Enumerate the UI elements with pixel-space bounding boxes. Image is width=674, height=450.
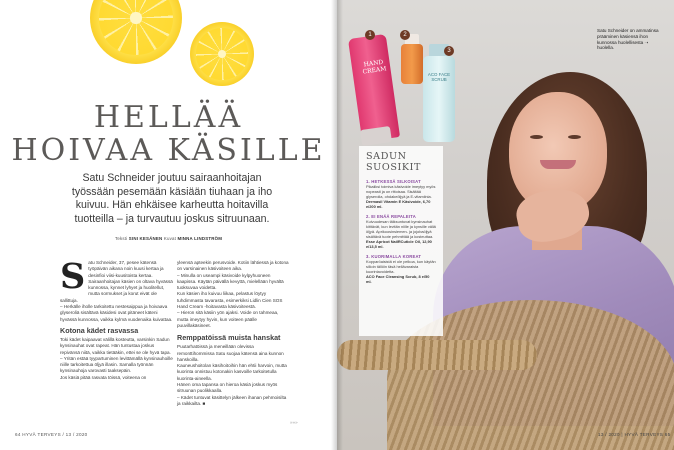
page-folio: 64 HYVÄ TERVEYS / 13 / 2020 bbox=[15, 432, 88, 437]
tip-heading: 1. HETKESSÄ SILKOISAT bbox=[366, 179, 421, 185]
hand-cream-label: HAND CREAM bbox=[362, 58, 387, 76]
byline bbox=[0, 236, 337, 241]
product-tip bbox=[366, 179, 436, 209]
headline: HELLÄÄ bbox=[93, 100, 244, 135]
tip-body: Kuivuudesan täiksuntuvat kynsinauhat kiittävät, kun levitän niille ja kynsille väliä öljyä. Aprikoosinsiemen- ja jojobaöljyä sisältävä tuote pehmittää ja kosteuttaa. bbox=[366, 219, 436, 240]
portrait-eye bbox=[530, 135, 543, 139]
body-paragraph: – Herkälle iholle tarkoitettu nestesaippua ja hoivaava glyseroliä sisältävä käsidesi ovat pitäneet käteni hyvässä kunnossa, vaikka kylmä vuodenaika kuivattaa. bbox=[60, 304, 173, 322]
body-paragraph: yleensä apteekin perusvoide. Kotiin lähtiessä ja kotona on varsinainen käsivoiteen aika. bbox=[177, 260, 289, 272]
lemon-slice-image bbox=[90, 0, 182, 64]
product-tip bbox=[366, 254, 436, 284]
cuticle-oil-bottle-image bbox=[401, 44, 423, 84]
portrait-smile bbox=[540, 160, 576, 169]
tip-body: Pikaiiksi toimiva käsivoide imeytyy myös nopeasti ja on rittoisaa. Sisältää glyserolia, ohdakeöljyä ja E-vitamiinia. bbox=[366, 184, 436, 200]
photo-caption: Satu Schneider on ammatinsa prääminen käsiensä ihon kunnossa huolellisesta ➝ huolella. bbox=[597, 28, 659, 51]
tip-heading: 2. EI ENÄÄ REPALEITA bbox=[366, 214, 416, 220]
portrait-eye bbox=[568, 135, 581, 139]
byline-writer: SINI KESÄNEN bbox=[128, 236, 163, 241]
subheading: Kotona kädet rasvassa bbox=[60, 325, 139, 335]
body-paragraph: – Kädet tuntuvat käsittelyn jälkeen ihanan pehmoisilta ja raikkailta. ■ bbox=[177, 394, 287, 406]
panel-title-line: SADUN bbox=[366, 151, 407, 162]
panel-title-line: SUOSIKIT bbox=[366, 161, 422, 173]
body-column-1 bbox=[60, 256, 174, 381]
subheading: Remppatöissä muista hanskat bbox=[177, 333, 281, 343]
face-scrub-label: ACO FACE SCRUB bbox=[427, 72, 451, 83]
tip-product: ACO Face Cleansing Scrub, 8 e/50 ml. bbox=[366, 274, 430, 285]
tip-body: Kopparöaisistä ei ole pelkoa, kun käytän silloin tällöin täsä hellävaraista kuorintavoidetta. bbox=[366, 259, 436, 275]
tip-product: Dermasil Vitamin E Käsivoide, 6,70 e/200 ml. bbox=[366, 199, 431, 210]
page-gutter bbox=[331, 0, 343, 450]
body-paragraph: Hänen oma tapansa on hieroa käsiä joskus myös sitruunan puolikkaalla. bbox=[177, 382, 278, 394]
face-scrub-tube-image bbox=[423, 56, 455, 142]
product-tip bbox=[366, 214, 436, 249]
rattan-chair-arm bbox=[337, 340, 537, 370]
product-number-badge: 3 bbox=[444, 46, 454, 56]
body-paragraph: Puutarhatöissä ja meneillään olevissa remonttihommissa Satu suojaa kätensä aina kunnon hanskoilla. bbox=[177, 344, 284, 362]
tip-heading: 3. KUORIMALLA KOREAT bbox=[366, 254, 422, 260]
panel-title bbox=[366, 152, 436, 173]
byline-photo-label: Kuvat bbox=[163, 236, 177, 241]
body-paragraph: Toki kädet kaipaavat välillä kosteutta, varsinkin Sadun kynsinauhat ovat rapeat. Hän tuntustaa joskus repivänsä niitä, vaikka tietääkin, ettei se ole hyvä tapa. bbox=[60, 336, 171, 355]
jump-marker: »»» bbox=[290, 420, 298, 425]
hand-cream-cap bbox=[360, 126, 392, 146]
body-paragraph: – Minulla on useampi käsivoide kylpyhuoneen kaapissa. Käytän päivällä kevyttä, mielellään hyvältä tuoksuvaa voidetta. bbox=[177, 272, 284, 291]
hand-cream-tube-image bbox=[348, 34, 400, 142]
page-folio: 13 / 2020 | HYVÄ TERVEYS 65 bbox=[598, 432, 671, 437]
byline-photographer: MINNA LINDSTRÖM bbox=[177, 236, 223, 241]
byline-text-label: Teksti bbox=[114, 236, 128, 241]
drop-cap: S bbox=[60, 256, 86, 297]
product-number-badge: 1 bbox=[365, 30, 375, 40]
body-column-2 bbox=[177, 260, 291, 407]
body-paragraph: atu Schneider, 37, pesee kätensä työpäivän aikana noin kuusi kertaa ja desinfioi viisi-kuusitoista kertaa. Sairaanhoitajan käsien on oltava hyvässä kunnossa, kynnet lyhyet ja huolitellut, mutta sormukset ja korut eivät ole sallittuja. bbox=[60, 260, 173, 303]
body-paragraph: Jos käsiä pitää rasvata töissä, voiteena on bbox=[60, 374, 147, 380]
lemon-slice-image bbox=[190, 22, 254, 86]
body-paragraph: – Hieron sitä käsiin yön ajaksi. Voide on tahmeaa, mutta imeytyy hyvin, kun voiteen päälle puuvillakäsineet. bbox=[177, 310, 279, 328]
lead-paragraph: Satu Schneider joutuu sairaanhoitajan työssään pesemään käsiään tiuhaan ja iho kuivuu. Hän ehkäisee karheutta hoitavilla tuotteilla – ja turvautuu joskus sitruunaan. bbox=[71, 172, 273, 225]
body-paragraph: Kun käsien iho kuivuu liikaa, pelastus löytyy tuhdimmasta tavarasta, esimerkiksi Lidlin Cien SOS Hand Cream -hoitavasta käsivoiteestä. bbox=[177, 291, 283, 310]
favourites-panel bbox=[359, 146, 443, 336]
right-page bbox=[337, 0, 674, 450]
product-number-badge: 2 bbox=[400, 30, 410, 40]
body-paragraph: – Yritän estää tyypartuminen levittämällä kynsinauhoille niille tarkoitettua öljyä illasin. Samalla työnnän kynsinauhoja varovasti taaksepäin. bbox=[60, 355, 173, 374]
headline: HOIVAA KÄSILLE bbox=[11, 133, 326, 168]
body-paragraph: Kauneushoitolan käsihoitoihin hän ehtii harvoin, mutta kuorinta onnistuu kotonakin kasvoille tarkoitetulla kuorinta-aineella. bbox=[177, 363, 287, 381]
tip-product: Esse Apricot NailRCuticle Oil, 12,90 e/13,5 ml. bbox=[366, 239, 432, 250]
